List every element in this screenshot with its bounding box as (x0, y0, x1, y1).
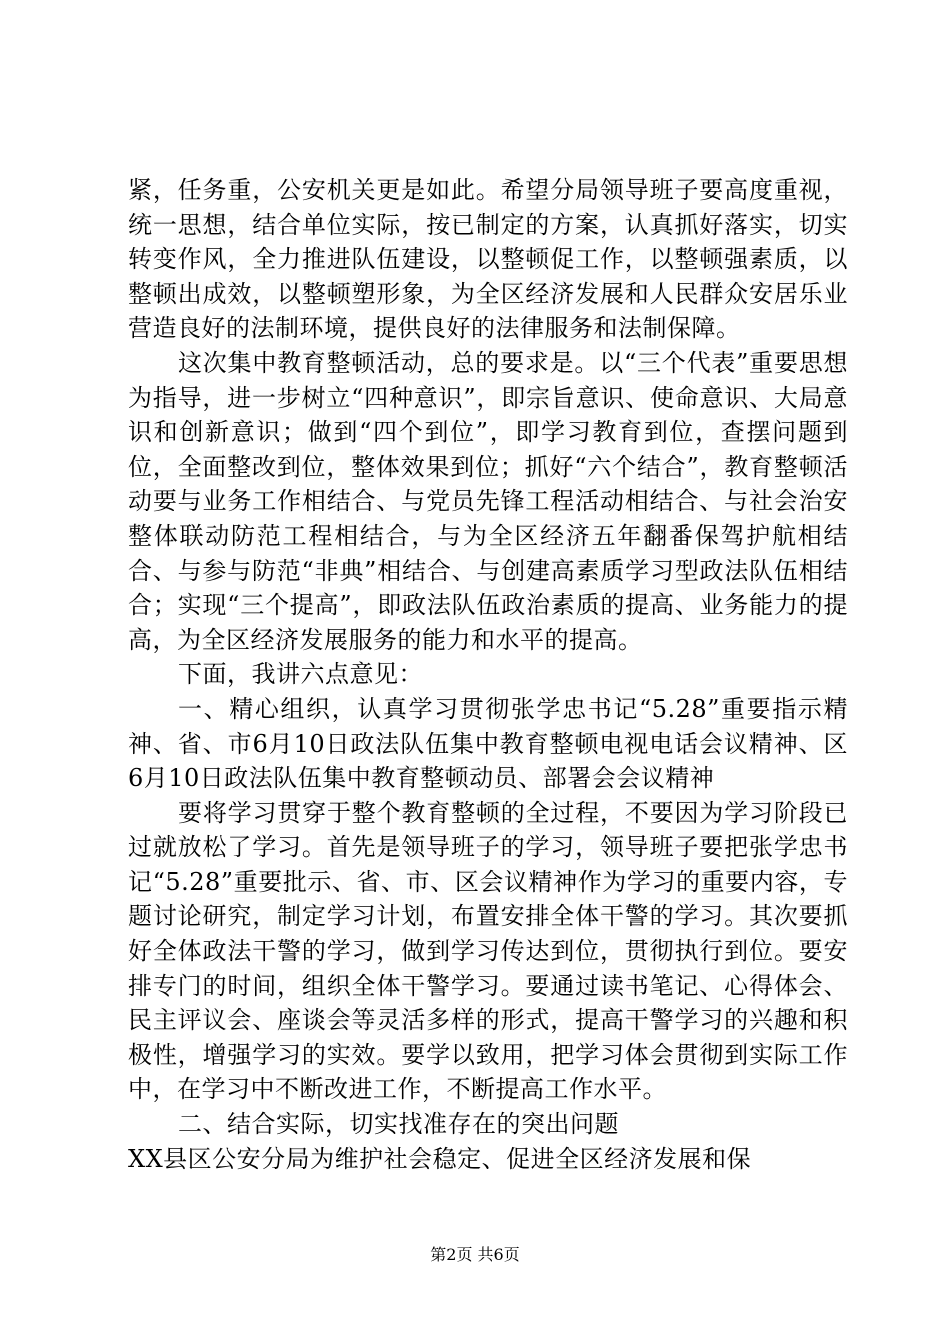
paragraph-study: 要将学习贯穿于整个教育整顿的全过程，不要因为学习阶段已过就放松了学习。首先是领导班子的学习，领导班子要把张学忠书记“5.28”重要批示、省、市、区会议精神作为学习的重要内容，专题讨论研究，制定学习计划，布置安排全体干警的学习。其次要抓好全体政法干警的学习，做到学习传达到位，贯彻执行到位。要安排专门的时间，组织全体干警学习。要通过读书笔记、心得体会、民主评议会、座谈会等灵活多样的形式，提高干警学习的兴趣和积极性，增强学习的实效。要学以致用，把学习体会贯彻到实际工作中，在学习中不断改进工作，不断提高工作水平。 (128, 798, 848, 1104)
paragraph-continuation: 紧，任务重，公安机关更是如此。希望分局领导班子要高度重视，统一思想，结合单位实际，按已制定的方案，认真抓好落实，切实转变作风，全力推进队伍建设，以整顿促工作，以整顿强素质，以整顿出成效，以整顿塑形象，为全区经济发展和人民群众安居乐业营造良好的法制环境，提供良好的法律服务和法制保障。 (128, 176, 848, 343)
document-body (128, 173, 848, 1176)
paragraph-public-security: XX县区公安分局为维护社会稳定、促进全区经济发展和保 (128, 1144, 752, 1173)
page-number-footer: 第2页 共6页 (430, 1245, 520, 1264)
paragraph-general-requirements: 这次集中教育整顿活动，总的要求是。以“三个代表”重要思想为指导，进一步树立“四种意识”，即宗旨意识、使命意识、大局意识和创新意识；做到“四个到位”，即学习教育到位，查摆问题到位，全面整改到位，整体效果到位；抓好“六个结合”，教育整顿活动要与业务工作相结合、与党员先锋工程活动相结合、与社会治安整体联动防范工程相结合，与为全区经济五年翻番保驾护航相结合、与参与防范“非典”相结合、与创建高素质学习型政法队伍相结合；实现“三个提高”，即政法队伍政治素质的提高、业务能力的提高，为全区经济发展服务的能力和水平的提高。 (128, 348, 848, 654)
section-heading-one: 一、精心组织，认真学习贯彻张学忠书记“5.28”重要指示精神、省、市6月10日政法队伍集中教育整顿电视电话会议精神、区6月10日政法队伍集中教育整顿动员、部署会会议精神 (128, 694, 848, 793)
section-heading-two: 二、结合实际，切实找准存在的突出问题 (178, 1110, 619, 1139)
paragraph-intro-six-points: 下面，我讲六点意见： (178, 660, 423, 689)
